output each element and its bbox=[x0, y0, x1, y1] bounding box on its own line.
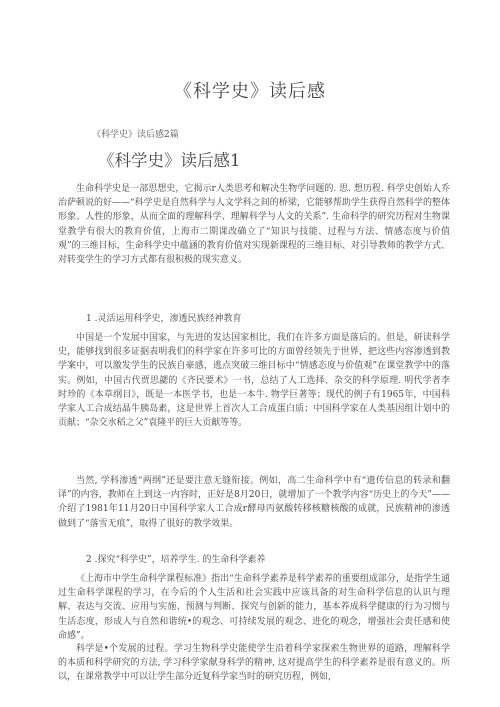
section-title-1: 1 .灵活运用科学史，渗透民族经神教育 bbox=[86, 314, 242, 324]
document-title: 《科学史》读后感 bbox=[174, 81, 326, 102]
section-title-2: 2 .探究“科学史”，培养学生. 的生命科学素养 bbox=[86, 555, 266, 565]
document-subtitle: 《科学史》读后感2篇 bbox=[92, 130, 179, 140]
section-heading: 《科学史》读后感1 bbox=[98, 151, 241, 170]
paragraph-2: 中国是一个发展中国家，与先进的发达国家相比，我们在许多方面是落后的。但是，研读科学史，能够找到很多证据表明我们的科学家在许多可比的方面曾经领先于世界，把这些内容渗透到教学案中，可以激发学生的民族自豪感，逃点突破三维目标中“情感态度与价值观”在课堂教学中的落实。例如，中国古代贾思勰的《齐民要术》一书，总结了人工选择、杂交的科学原理. 明代学者李时珍的《本草纲目》，既是一本医学书，也是一本牛. 物学巨著等；现代的例子有1965年，中国科学家人工合成结晶牛胰岛素，这是世界上首次人工合成蛋白质；中国科学家在人类基因组计划中的贡献；“杂交水稻之父”袁隆平的巨大贡献等等。 bbox=[58, 333, 450, 429]
paragraph-3: 当然, 学科渗透“两纲”还是要注意无缝衔接。例如，高二生命科学中有“遗传信息的转录和翻译”的内容，教师在上到这一内容时，正好是8月20日，就增加了一个教学内容“历史上的今天”——介绍了1981年11月20日中国科学家人工合成r酵母丙氨酸转移核糖核酸的成就，民族精神的渗透做到了“落雪无痕”，取得了很好的教学效果。 bbox=[58, 476, 450, 529]
paragraph-1: 生命科学史是一部思想史，它揭示r人类思考和解决生物学问题的. 思. 想历程. 科学史创始人乔治萨顿说的好——“科学史是自然科学与人文学科之间的桥梁，它能够帮助学生获得自然科学的整体形象、人性的形象，从而全面的理解科学、理解科学与人文的关系”. 生命科学的研究历程对生物课堂教学有很大的教育价值，上海市二期课改确立了“知识与技能、过程与方法、情感态度与价值观”的三维目标，生命科学史中蕴涵的教育价值对实现新课程的三维目标、对引导教师的教学方式、对转变学生的学习方式都有很积极的现实意义。 bbox=[58, 184, 450, 266]
paragraph-5: 科学是•个发展的过程。学习生物科学史能使学生沿着科学家探索生物世界的道路，理解科学的本质和科学研究的方法, 学习科学家献身科学的精神, 这对提高学生的科学素养是很有意义的。所以，在课常教学中可以让学生部分近复科学家当时的研究历程，例如, bbox=[58, 644, 450, 683]
paragraph-4: 《上海市中学生命科学课程标准》指出“生命科学素养是科学素养的重要组成部分，是指学生通过生命科学课程的学习，在今后的个人生活和社会实践中应该具备的对生命科学信息的认识与理解、表达与交流、应用与实施、预测与判断、探究与创新的能力，基本养成科学健康的行为习惯与生活态度，形成人与自然和谐统•的观念、可持续发展的观念、进化的观念，增强社会责任感和使命感”。 bbox=[58, 574, 450, 641]
